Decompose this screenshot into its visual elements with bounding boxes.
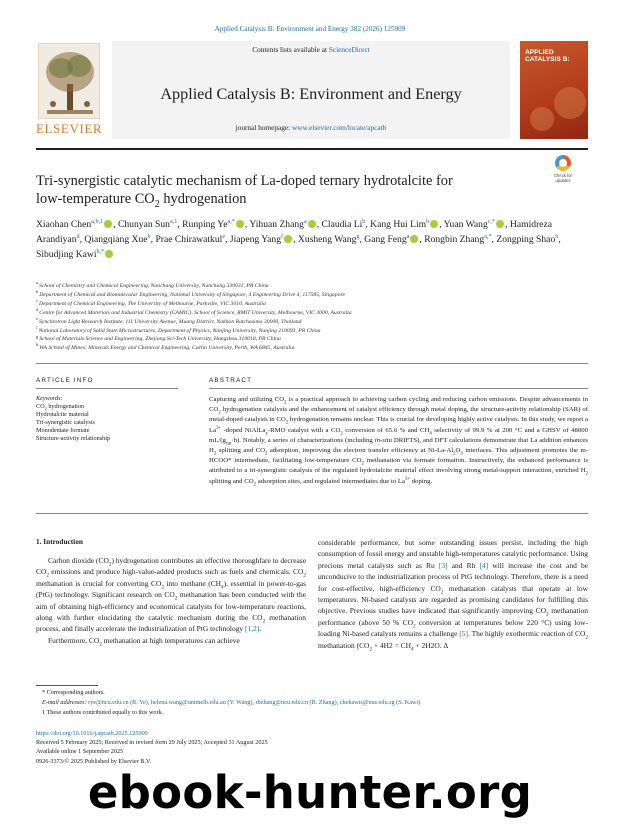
elsevier-wordmark: ELSEVIER (36, 121, 103, 136)
watermark: ebook-hunter.org (87, 766, 533, 819)
keywords-list (36, 403, 178, 443)
affiliation-letter: b (36, 289, 39, 295)
doi-link[interactable]: https://doi.org/10.1016/j.apcatb.2025.125909 (36, 730, 148, 737)
body-column-right (318, 537, 588, 651)
publication-info (36, 729, 588, 766)
author-name: Yuan Wang (443, 219, 488, 230)
journal-cover-thumbnail[interactable] (520, 41, 588, 139)
author-name: Yihuan Zhang (249, 219, 304, 230)
affiliation-text: Department of Chemical and Biomolecular Engineering, National University of Singapore, 4 Engineering Drive 4, 117585, Singapore (39, 291, 345, 298)
homepage-line: journal homepage: www.elsevier.com/locate/apcatb (235, 123, 387, 132)
author-affiliation-marker[interactable]: a,* (484, 232, 492, 240)
affiliation-letter: h (36, 342, 39, 348)
received-dates: Received 5 February 2025; Received in revised form 29 July 2025; Accepted 31 August 2025 (36, 739, 268, 747)
masthead-rule (36, 148, 588, 150)
article-title: Tri-synergistic catalytic mechanism of La-doped ternary hydrotalcite for low-temperature $CO_2$ hydrogenation (36, 173, 453, 210)
author-affiliation-marker[interactable]: e (222, 232, 226, 240)
author-affiliation-marker[interactable]: b,* (96, 248, 105, 255)
affiliation-letter: c (36, 297, 38, 303)
copyright: 0926-3373/© 2025 Published by Elsevier B.V. (36, 757, 152, 765)
affiliation-text: WA School of Mines: Minerals Energy and Chemical Engineering, Curtin University, Perth, WA 6845, Australia (39, 345, 295, 352)
abstract-rule (209, 388, 588, 389)
keyword-item: Structure-activity relationship (36, 434, 111, 442)
orcid-icon[interactable] (105, 250, 113, 258)
author-name: Chunyan Sun (117, 219, 170, 230)
author-affiliation-marker[interactable]: b (426, 217, 430, 225)
email-note: E-mail addresses: rye@ncu.edu.cn (R. Ye), helena.wang@unimelb.edu.au (Y. Wang), rbzhang@ncu.edu.cn (R. Zhang), chekawis@nus.edu.sg (S. Kawi). (42, 698, 422, 706)
affiliation-item (36, 306, 588, 318)
author-affiliation-marker[interactable]: d (76, 232, 80, 240)
author-affiliation-marker[interactable]: a,* (227, 217, 235, 225)
affiliation-rule (36, 363, 588, 364)
affiliation-letter: f (36, 324, 38, 330)
elsevier-tree-icon (38, 43, 100, 119)
orcid-icon[interactable] (236, 220, 244, 228)
author-affiliation-marker[interactable]: a (406, 232, 410, 240)
author-name: Sibudjing Kawi (36, 249, 97, 261)
author-affiliation-marker[interactable]: g (356, 232, 360, 240)
article-info-heading: ARTICLE INFO (36, 377, 94, 384)
check-updates-label: Check for updates (554, 173, 572, 183)
orcid-icon[interactable] (284, 235, 292, 243)
affiliation-list (36, 282, 588, 353)
affiliation-item (36, 335, 588, 344)
keyword-item: Hydrotalcite material (36, 410, 89, 418)
footnote-rule (36, 685, 98, 686)
author-name: Prae Chirawatkul (155, 234, 223, 246)
body-column-left (36, 555, 306, 646)
affiliation-item (36, 282, 588, 291)
author-affiliation-marker[interactable]: c,* (487, 217, 496, 225)
orcid-icon[interactable] (410, 235, 418, 243)
affiliation-letter: e (36, 315, 38, 321)
affiliation-letter: d (36, 306, 39, 312)
affiliation-letter: a (36, 280, 38, 286)
cover-title: APPLIED CATALYSIS B: (525, 49, 570, 64)
intro-paragraph-3: considerable performance, but some outstanding issues persist, including the high consumption of fossil energy and unstable high-temperatures catalytic performance. Using precious metal catalysts such as Ru [3] and Rh [4] will increase the cost and be unconducive to the industrialization process of PtG technology. Therefore, there is a need for cost-effective, high-efficiency $CO_2$ methanation catalysts that operate at low temperatures. Ni-based catalysts are regarded as promising candidates for fulfilling this objective. Previous studies have indicated that significantly improving $CO_2$ methanation performance (above 50 % $CO_2$ conversion at temperatures below 220 °C) using low-loading Ni-based catalysts remains a challenge [5]. The highly exothermic reaction of $CO_2$ methanation ($CO_2 + 4H2 = CH_4 + 2H2O$. Δ (318, 538, 589, 653)
orcid-icon[interactable] (308, 220, 316, 228)
author-affiliation-marker[interactable]: a,b,1 (91, 217, 104, 225)
author-affiliation-marker[interactable]: b (362, 217, 366, 225)
email-addresses[interactable]: rye@ncu.edu.cn (R. Ye), helena.wang@unimelb.edu.au (Y. Wang), rbzhang@ncu.edu.cn (R. Zhang), chekawis@nus.edu.sg (S. Kawi). (88, 698, 422, 706)
affiliation-item (36, 297, 588, 309)
author-affiliation-marker[interactable]: a,1 (169, 217, 178, 225)
author-name: Hamidreza Arandiyan (36, 219, 553, 246)
affiliation-item (36, 344, 588, 353)
orcid-icon[interactable] (496, 220, 504, 228)
journal-info-box (112, 41, 510, 139)
keyword-item: Monodentate formate (36, 426, 90, 434)
author-name: Claudia Li (321, 219, 363, 230)
author-affiliation-marker[interactable]: h (555, 232, 559, 240)
author-name: Zongping Shao (496, 234, 556, 246)
intro-paragraph-1: Carbon dioxide $(CO_2)$ hydrogenation contributes an effective thoroughfare to decrease $CO_2$ emissions and produce high-value-added products such as fuels and chemicals. $CO_2$ methanation is crucial for converting $CO_2$ into methane $(CH_4)$, essential in power-to-gas (PtG) technology. Significant research on $CO_2$ methanation has been conducted with the aim of obtaining high-efficiency and economical catalysts for low-temperature reactions, along with further elucidating the catalytic mechanism during the $CO_2$ methanation process, and finally accelerate the industrialization of PtG technology [1,2]. (36, 556, 307, 634)
author-name: Xusheng Wang (297, 234, 357, 246)
introduction-heading: 1. Introduction (36, 537, 83, 546)
affiliation-text: Department of Chemical Engineering, The University of Melbourne, Parkville, VIC 3010, Australia (38, 300, 266, 307)
article-info-rule (36, 388, 178, 389)
abstract-heading: ABSTRACT (209, 377, 253, 384)
author-name: Rongbin Zhang (424, 234, 485, 246)
check-for-updates-badge[interactable] (548, 155, 578, 187)
affiliation-text: Synchrotron Light Research Institute, 111 University Avenue, Muang District, Nakhon Ratchasima 30000, Thailand (38, 318, 302, 325)
affiliation-text: National Laboratory of Solid State Microstructures, Department of Physics, Nanjing University, Nanjing 210093, PR China (38, 327, 321, 334)
journal-title: Applied Catalysis B: Environment and Energy (160, 85, 462, 103)
orcid-icon[interactable] (430, 220, 438, 228)
affiliation-item (36, 315, 588, 327)
author-list: Xiaohan Chen$^{a,b,1}$ , Chunyan Sun$^{a,1}$, Runping Ye$^{a,*}$ , Yihuan Zhang$^a$ , Claudia Li$^b$, Kang Hui Lim$^b$ , Yuan Wang$^{c,*}$ , Hamidreza Arandiyan$^d$, Qiangqiang Xue$^b$, Prae Chirawatkul$^e$, Jiapeng Yang$^f$ , Xusheng Wang$^g$, Gang Feng$^a$ , Rongbin Zhang$^{a,*}$, Zongping Shao$^h$, Sibudjing Kawi$^{b,*}$ (36, 217, 561, 261)
author-name: Kang Hui Lim (370, 219, 427, 230)
journal-reference[interactable]: Applied Catalysis B: Environment and Energy 382 (2026) 125909 (214, 25, 406, 33)
keyword-item: $CO_2$ hydrogenation (36, 402, 85, 412)
check-updates-icon (555, 155, 571, 171)
keyword-item: Tri-synergistic catalysis (36, 418, 95, 426)
author-affiliation-marker[interactable]: f (281, 232, 284, 240)
footnotes (36, 688, 588, 718)
intro-paragraph-2: Furthermore, $CO_2$ methanation at high temperatures can achieve (48, 635, 240, 648)
elsevier-logo[interactable] (36, 41, 102, 139)
abstract-text: Capturing and utilizing $CO_2$ is a practical approach to achieving carbon cycling and reducing carbon emissions. Despite advancements in $CO_2$ hydrogenation catalysts and the enhancement of catalyst efficiency through metal doping, the structure-activity relationship (SAR) of metal-doped catalysts in $CO_2$ hydrogenation remains unclear. This is crucial for developing highly active catalysts. In this study, we report a $La^{3+}$ -doped NiAlLa$_y$-RMO catalyst with a $CO_2$ conversion of 65.6 % and $CH_4$ selectivity of 99.9 % at 200 °C and a GHSV of 48000 $mL/(g_{cat}\cdot h)$. Notably, a series of characterizations (including in-situ DRIFTS), and DFT calculations demonstrate that La addition enhances $H_2$ splitting and $CO_2$ adsorption, improving the electron transfer efficiency at $Ni-La-Al_2O_3$ interfaces. This adjustment promotes the m-HCOO* intermediate, facilitating low-temperature $CO_2$ methanation via formate formation. Instructively, the enhanced performance is attributed to a tri-synergistic catalysis of the regulated hydrotalcite material effect involving strong metal-support interaction, enriched $H_2$ splitting and $CO_2$ adsorption sites, and regulated intermediates due to $La^{3+}$ doping. (209, 396, 589, 487)
journal-homepage-link[interactable]: www.elsevier.com/locate/apcatb (291, 123, 387, 132)
sciencedirect-link[interactable]: ScienceDirect (328, 45, 370, 54)
author-name: Runping Ye (182, 219, 228, 230)
journal-masthead (36, 41, 588, 142)
affiliation-item (36, 324, 588, 336)
keywords-label: Keywords: (36, 395, 63, 402)
author-name: Jiapeng Yang (229, 234, 282, 246)
affiliation-text: Centre for Advanced Materials and Industrial Chemistry (CAMIC), School of Science, RMIT University, Melbourne, VIC 3000, Australia (39, 309, 352, 316)
affiliation-text: School of Chemistry and Chemical Engineering, Nanchang University, Nanchang 330031, PR China (38, 283, 269, 289)
available-online: Available online 1 September 2025 (36, 748, 124, 756)
corresponding-note: * Corresponding authors. (42, 689, 105, 696)
affiliation-item (36, 291, 588, 300)
contents-line: Contents lists available at ScienceDirect (252, 45, 370, 54)
orcid-icon[interactable] (104, 220, 112, 228)
author-name: Qiangqiang Xue (84, 234, 148, 246)
keywords-block (36, 395, 178, 442)
affiliation-text: School of Materials Science and Engineering, Zhejiang Sci-Tech University, Hangzhou 310018, PR China (39, 336, 281, 343)
author-affiliation-marker[interactable]: b (147, 232, 151, 240)
abstract-bottom-rule (36, 513, 588, 514)
author-name: Xiaohan Chen (36, 219, 92, 230)
affiliation-letter: g (36, 333, 39, 339)
author-affiliation-marker[interactable]: a (303, 217, 307, 225)
author-name: Gang Feng (364, 234, 407, 246)
equal-contribution-note: 1 These authors contributed equally to this work. (42, 708, 164, 716)
